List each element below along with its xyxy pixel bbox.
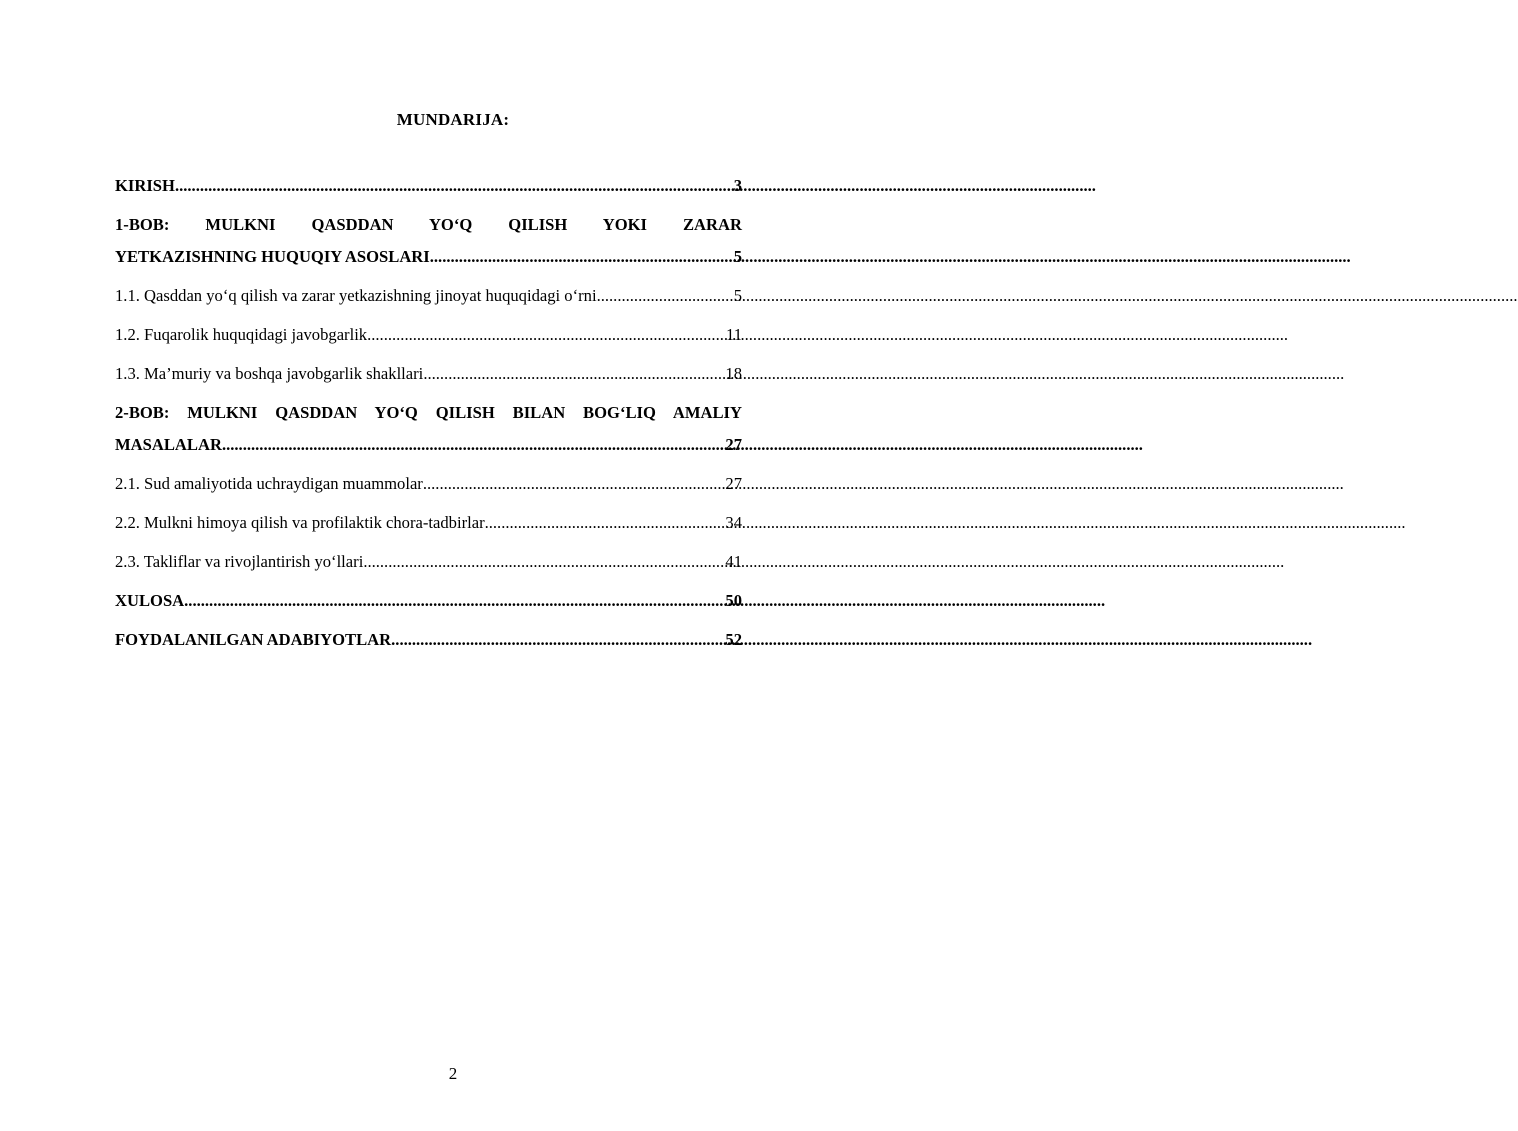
page-number: 2 [448,1064,458,1083]
toc-page-number: 41 [725,552,742,571]
dot-leader [597,284,734,308]
toc-entry-label: 2.3. Takliflar va rivojlantirish yo‘llari [115,552,364,571]
toc-entry-label: 2.1. Sud amaliyotida uchraydigan muammolar [115,474,423,493]
toc-entry-label: KIRISH [115,176,175,195]
toc-entry-label-line1: 2-BOB: MULKNI QASDDAN YO‘Q QILISH BILAN BOG‘LIQ AMALIY [115,403,742,422]
toc-page-number: 27 [725,435,742,454]
toc-entry-section-2-3 [115,550,742,574]
toc-entry-bob1 [115,213,742,269]
toc-entry-kirish [115,174,742,198]
toc-page-number: 27 [725,474,742,493]
toc-entry-label-line2: YETKAZISHNING HUQUQIY ASOSLARI [115,247,430,266]
toc-page-number: 5 [733,286,742,305]
toc-entry-label-line1: 1-BOB: MULKNI QASDDAN YO‘Q QILISH YOKI ZARAR [115,215,742,234]
toc-entry-section-1-2 [115,323,742,347]
toc-entry-label: 1.3. Ma’muriy va boshqa javobgarlik shakllari [115,364,424,383]
toc-entry-label: 2.2. Mulkni himoya qilish va profilaktik chora-tadbirlar [115,513,485,532]
toc-entry-section-2-1 [115,472,742,496]
toc-entry-label-line2: MASALALAR [115,435,222,454]
toc-page-number: 50 [725,591,742,610]
toc-page-number: 52 [725,630,742,649]
dot-leader [363,550,725,574]
dot-leader [175,174,734,198]
toc-entry-label: 1.2. Fuqarolik huquqidagi javobgarlik [115,325,368,344]
toc-entry-section-1-1 [115,284,742,308]
toc-entry-section-2-2 [115,511,742,535]
dot-leader [391,628,725,652]
dot-leader [423,472,726,496]
toc-page-number: 18 [725,364,742,383]
toc-title: MUNDARIJA: [396,110,510,129]
dot-leader [430,245,734,269]
toc-entry-adabiyotlar [115,628,742,652]
toc-entry-xulosa [115,589,742,613]
toc-entry-bob2 [115,401,742,457]
toc-page-number: 3 [733,176,742,195]
toc-entry-section-1-3 [115,362,742,386]
toc-page-number: 5 [733,247,742,266]
toc-page-number: 11 [726,325,742,344]
toc-entry-label: FOYDALANILGAN ADABIYOTLAR [115,630,392,649]
dot-leader [485,511,726,535]
toc-entry-label: XULOSA [115,591,185,610]
dot-leader [184,589,725,613]
dot-leader [423,362,725,386]
toc-entry-label: 1.1. Qasddan yo‘q qilish va zarar yetkazishning jinoyat huquqidagi o‘rni [115,286,597,305]
toc-page-number: 34 [725,513,742,532]
dot-leader [222,433,725,457]
table-of-contents [115,174,742,667]
dot-leader [367,323,726,347]
